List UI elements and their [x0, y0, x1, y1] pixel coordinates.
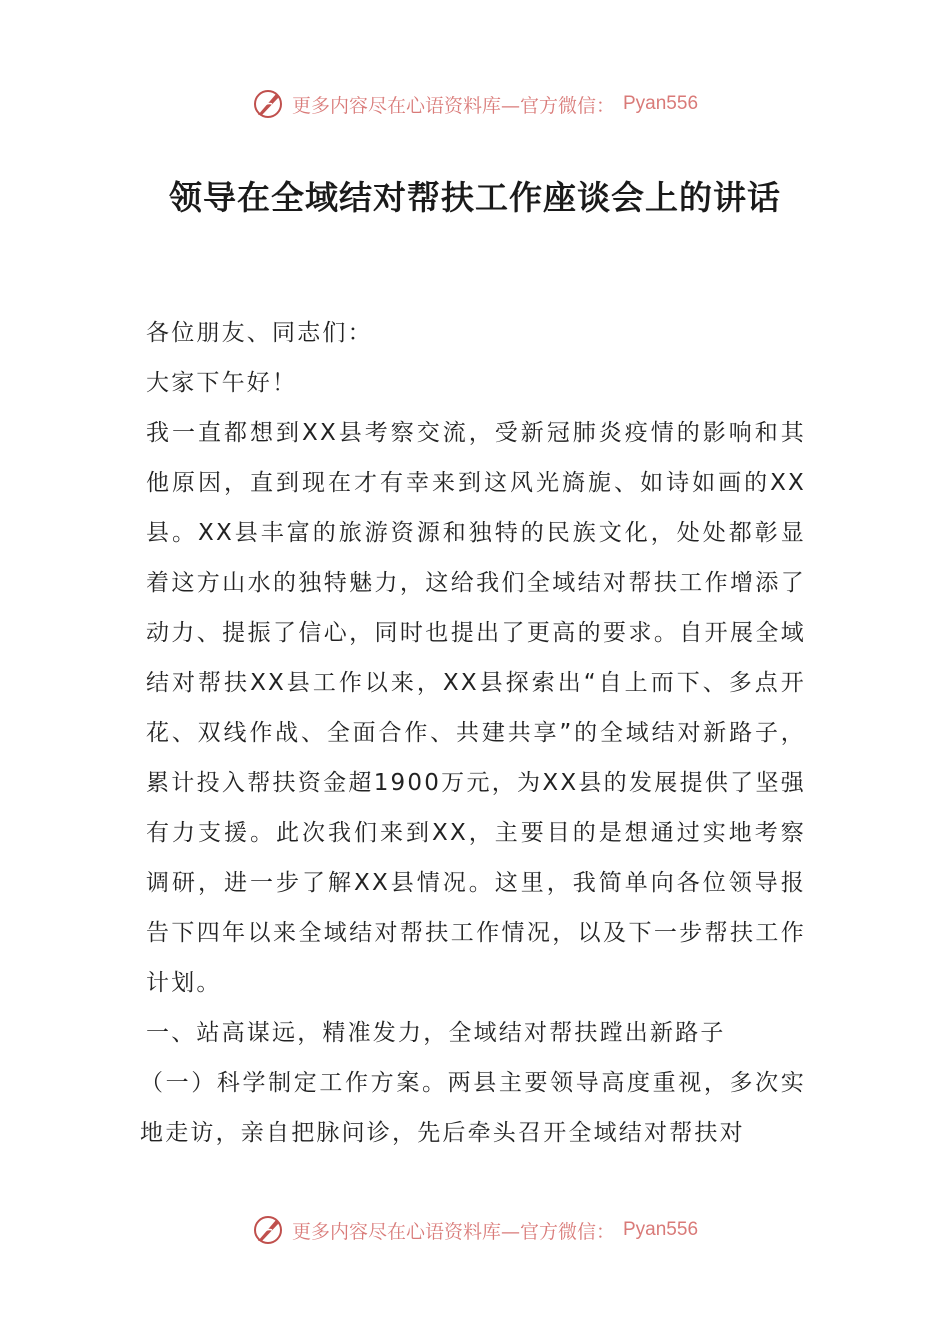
quill-circle-icon [252, 1214, 284, 1246]
paragraph-2: （一）科学制定工作方案。两县主要领导高度重视，多次实地走访，亲自把脉问诊，先后牵头召开全域结对帮扶对 [140, 1070, 806, 1146]
banner-site-text: 更多内容尽在心语资料库—官方微信： [291, 94, 615, 117]
salutation: 大家下午好！ [146, 370, 298, 396]
header-banner [0, 84, 950, 124]
greeting: 各位朋友、同志们： [146, 320, 373, 346]
footer-banner [0, 1210, 950, 1250]
banner-wechat-id: Pyan556 [623, 93, 699, 114]
banner-site-text: 更多内容尽在心语资料库—官方微信： [291, 1220, 615, 1243]
document-body [140, 308, 806, 1158]
paragraph-1: 我一直都想到XX县考察交流，受新冠肺炎疫情的影响和其他原因，直到现在才有幸来到这风光旖旎、如诗如画的XX县。XX县丰富的旅游资源和独特的民族文化，处处都彰显着这方山水的独特魅力，这给我们全域结对帮扶工作增添了动力、提振了信心，同时也提出了更高的要求。自开展全域结对帮扶XX县工作以来，XX县探索出“自上而下、多点开花、双线作战、全面合作、共建共享”的全域结对新路子，累计投入帮扶资金超1900万元，为XX县的发展提供了坚强有力支援。此次我们来到XX，主要目的是想通过实地考察调研，进一步了解XX县情况。这里，我简单向各位领导报告下四年以来全域结对帮扶工作情况，以及下一步帮扶工作计划。 [146, 420, 806, 996]
banner-wechat-id: Pyan556 [623, 1219, 699, 1240]
quill-circle-icon [252, 88, 284, 120]
section-heading-1: 一、站高谋远，精准发力，全域结对帮扶蹚出新路子 [146, 1020, 726, 1046]
document-title: 领导在全域结对帮扶工作座谈会上的讲话 [169, 178, 781, 217]
